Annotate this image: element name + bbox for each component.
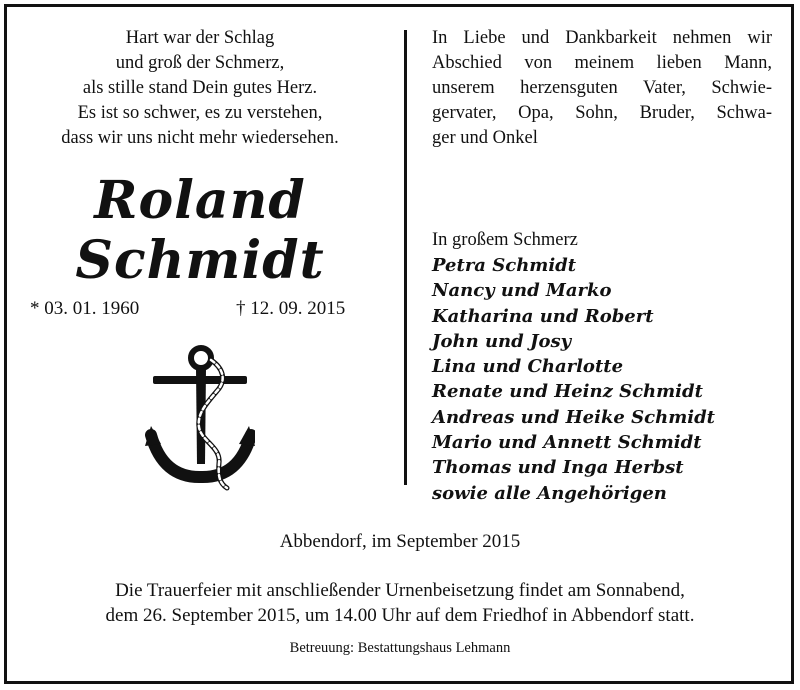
mourner-name: Renate und Heinz Schmidt (432, 381, 703, 403)
mourners-label: In großem Schmerz (432, 230, 578, 250)
ceremony-info (0, 578, 800, 628)
birth-date: * 03. 01. 1960 (30, 298, 140, 319)
farewell-line: In Liebe und Dankbarkeit nehmen wir (432, 28, 772, 48)
deceased-last-name: Schmidt (75, 230, 325, 291)
poem-line: Es ist so schwer, es zu verstehen, (77, 103, 323, 123)
mourner-name: Mario und Annett Schmidt (432, 432, 702, 454)
place-and-date: Abbendorf, im September 2015 (279, 531, 521, 552)
poem-line: Hart war der Schlag (125, 28, 275, 48)
farewell-line: Abschied von meinem lieben Mann, (432, 53, 772, 73)
mourner-name: Thomas und Inga Herbst (432, 457, 684, 479)
farewell-text (432, 26, 772, 151)
funeral-home-credit: Betreuung: Bestattungshaus Lehmann (289, 640, 511, 656)
mourners-list (432, 228, 782, 506)
poem-line: und groß der Schmerz, (115, 53, 285, 73)
deceased-first-name: Roland (94, 170, 306, 231)
death-date: † 12. 09. 2015 (236, 298, 346, 319)
mourner-name: Andreas und Heike Schmidt (432, 406, 715, 428)
ceremony-line: Die Trauerfeier mit anschließender Urnenbeisetzung findet am Sonnabend, (115, 580, 685, 601)
farewell-line: unserem herzensguten Vater, Schwie- (432, 78, 772, 98)
mourner-name: Petra Schmidt (432, 255, 577, 276)
anchor-icon (145, 343, 255, 493)
poem-line: dass wir uns nicht mehr wiedersehen. (61, 128, 339, 148)
memorial-poem (30, 26, 370, 151)
mourner-name: John und Josy (432, 330, 572, 352)
ceremony-line: dem 26. September 2015, um 14.00 Uhr auf dem Friedhof in Abbendorf statt. (105, 605, 695, 626)
mourner-name: sowie alle Angehörigen (432, 482, 667, 504)
mourner-name: Nancy und Marko (432, 280, 612, 302)
poem-line: als stille stand Dein gutes Herz. (82, 78, 318, 98)
farewell-line: ger und Onkel (432, 128, 538, 148)
farewell-line: gervater, Opa, Sohn, Bruder, Schwa- (432, 103, 772, 123)
column-divider (404, 30, 407, 485)
mourner-name: Lina und Charlotte (432, 356, 624, 378)
mourner-name: Katharina und Robert (432, 305, 654, 327)
